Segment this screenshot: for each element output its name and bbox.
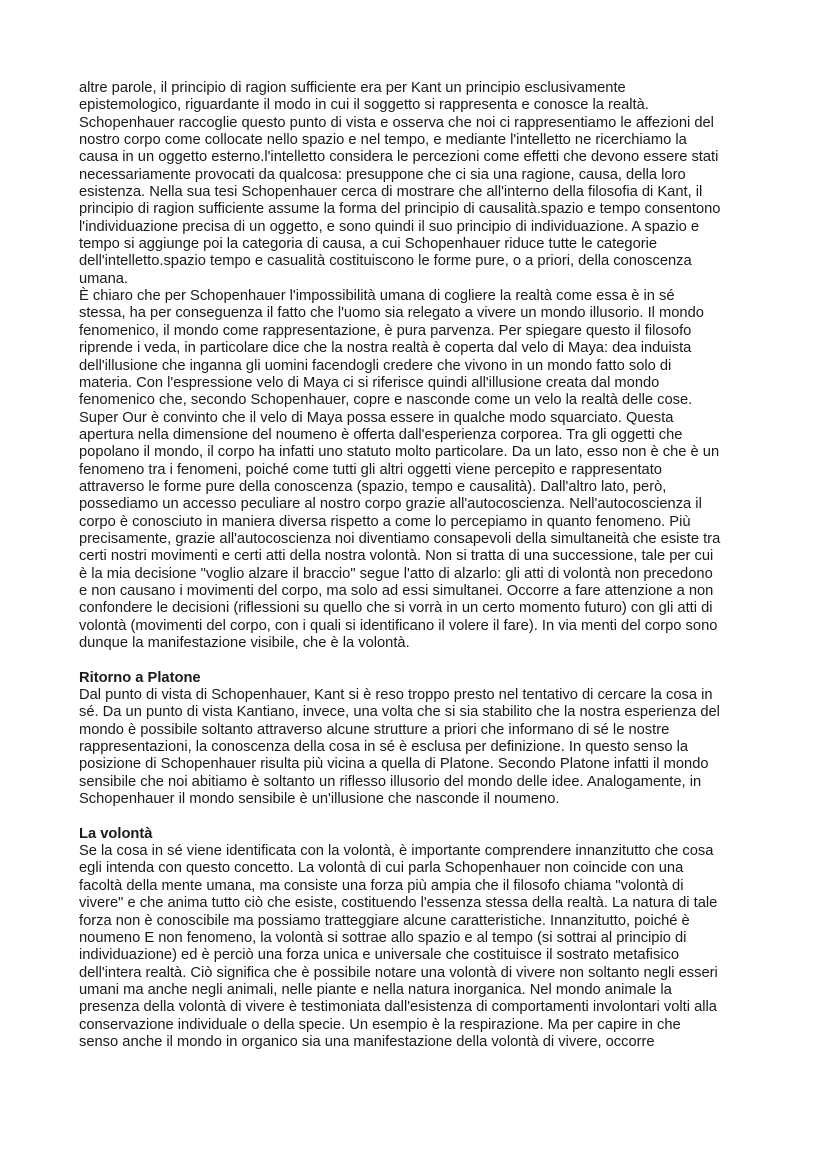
intro-paragraph: altre parole, il principio di ragion sufficiente era per Kant un principio esclusivamente epistemologico, riguardante il modo in cui il soggetto si rappresenta e conosce la realtà. Schopenhauer raccoglie questo punto di vista e osserva che noi ci rappresentiamo le affezioni del nostro corpo come collocate nello spazio e nel tempo, e mediante l'intelletto ne ricerchiamo la causa in un oggetto esterno.l'intelletto considera le percezioni come effetti che devono essere stati necessariamente provocati da qualcosa: presuppone che ci sia una ragione, causa, della loro esistenza. Nella sua tesi Schopenhauer cerca di mostrare che all'interno della filosofia di Kant, il principio di ragion sufficiente assume la forma del principio di causalità.spazio e tempo consentono l'individuazione precisa di un oggetto, e sono quindi il suo principio di individuazione. A spazio e tempo si aggiunge poi la categoria di causa, a cui Schopenhauer riduce tutte le categorie dell'intelletto.spazio tempo e casualità costituiscono le forme pure, o a priori, della conoscenza umana. bbox=[79, 80, 721, 287]
document-page bbox=[79, 80, 749, 1051]
maya-paragraph: È chiaro che per Schopenhauer l'impossibilità umana di cogliere la realtà come essa è in sé stessa, ha per conseguenza il fatto che l'uomo sia relegato a vivere un mondo illusorio. Il mondo fenomenico, il mondo come rappresentazione, è pura parvenza. Per spiegare questo il filosofo riprende i veda, in particolare dice che la nostra realtà è coperta dal velo di Maya: dea induista dell'illusione che inganna gli uomini facendogli credere che vivono in un mondo fatto solo di materia. Con l'espressione velo di Maya ci si riferisce quindi all'illusione creata dal mondo fenomenico che, secondo Schopenhauer, copre e nasconde come un velo la realtà delle cose. Super Our è convinto che il velo di Maya possa essere in qualche modo squarciato. Questa apertura nella dimensione del noumeno è offerta dall'esperienza corporea. Tra gli oggetti che popolano il mondo, il corpo ha infatti uno statuto molto particolare. Da un lato, esso non è che è un fenomeno tra i fenomeni, poiché come tutti gli altri oggetti viene percepito e rappresentato attraverso le forme pure della conoscenza (spazio, tempo e causalità). Dall'altro lato, però, possediamo un accesso peculiare al nostro corpo grazie all'autocoscienza. Nell'autocoscienza il corpo è conosciuto in maniera diversa rispetto a come lo percepiamo in quanto fenomeno. Più precisamente, grazie all'autocoscienza noi diventiamo consapevoli della simultaneità che esiste tra certi nostri movimenti e certi atti della nostra volontà. Non si tratta di una successione, tale per cui è la mia decisione "voglio alzare il braccio" segue l'atto di alzarlo: gli atti di volontà non precedono e non causano i movimenti del corpo, ma solo ad essi simultanei. Occorre a fare attenzione a non confondere le decisioni (riflessioni su quello che si vorrà in un certo momento futuro) con gli atti di volontà (movimenti del corpo, con i quali si identificano il volere il fare). In via menti del corpo sono dunque la manifestazione visibile, che è la volontà. bbox=[79, 288, 721, 651]
volonta-heading: La volontà bbox=[79, 825, 153, 842]
platone-heading: Ritorno a Platone bbox=[79, 669, 201, 686]
volonta-paragraph: Se la cosa in sé viene identificata con la volontà, è importante comprendere innanzitutto che cosa egli intenda con questo concetto. La volontà di cui parla Schopenhauer non coincide con una facoltà della mente umana, ma consiste una forza più ampia che il filosofo chiama "volontà di vivere" e che anima tutto ciò che esiste, costituendo l'essenza stessa della realtà. La natura di tale forza non è conoscibile ma possiamo tratteggiare alcune caratteristiche. Innanzitutto, poiché è noumeno E non fenomeno, la volontà si sottrae allo spazio e al tempo (si sottrai al principio di individuazione) ed è perciò una forza unica e universale che costituisce il sostrato metafisico dell'intera realtà. Ciò significa che è possibile notare una volontà di vivere non soltanto negli esseri umani ma anche negli animali, nelle piante e nella natura inorganica. Nel mondo animale la presenza della volontà di vivere è testimoniata dall'esistenza di comportamenti involontari volti alla conservazione individuale o della specie. Un esempio è la respirazione. Ma per capire in che senso anche il mondo in organico sia una manifestazione della volontà di vivere, occorre bbox=[79, 843, 718, 1050]
platone-paragraph: Dal punto di vista di Schopenhauer, Kant si è reso troppo presto nel tentativo di cercare la cosa in sé. Da un punto di vista Kantiano, invece, una volta che si sia stabilito che la nostra esperienza del mondo è possibile soltanto attraverso alcune strutture a priori che informano di sé le nostre rappresentazioni, la conoscenza della cosa in sé è esclusa per definizione. In questo senso la posizione di Schopenhauer risulta più vicina a quella di Platone. Secondo Platone infatti il mondo sensibile che noi abitiamo è soltanto un riflesso illusorio del mondo delle idee. Analogamente, in Schopenhauer il mondo sensibile è un'illusione che nasconde il noumeno. bbox=[79, 687, 720, 808]
